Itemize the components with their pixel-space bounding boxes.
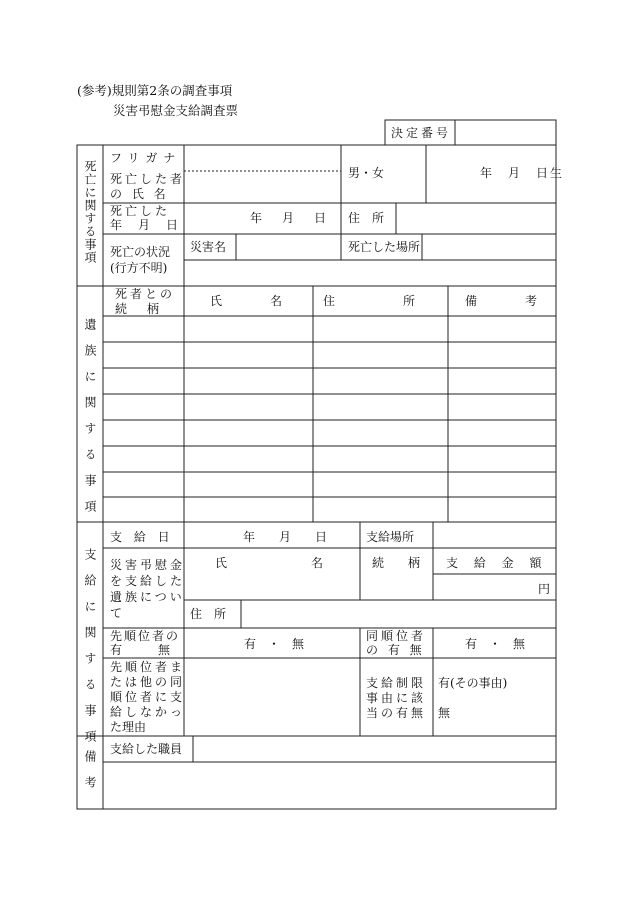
family-remarks-header: 備 考 [465, 294, 546, 308]
reason-label-2: たは他の同 [110, 675, 186, 689]
furigana-field[interactable] [188, 150, 338, 166]
death-status-label-1: 死亡の状況 [110, 245, 171, 259]
prior-label-1: 先順位者の [110, 629, 181, 643]
table-row[interactable] [103, 497, 556, 522]
bereaved-label-1: 災害弔慰金 [110, 558, 186, 572]
decision-number-label: 決定番号 [391, 126, 452, 140]
staff-label: 支給した職員 [110, 742, 183, 756]
death-address-field[interactable] [400, 208, 550, 228]
death-place-label: 死亡した場所 [348, 240, 421, 254]
family-name-header: 氏 名 [210, 294, 291, 308]
prior-label-2: 有 無 [110, 643, 175, 657]
family-address-header: 住 所 [323, 294, 424, 308]
disaster-name-label: 災害名 [190, 240, 227, 254]
disaster-name-field[interactable] [240, 238, 338, 256]
amount-field[interactable] [440, 578, 534, 596]
deceased-name-field[interactable] [188, 176, 338, 198]
relation-header-1: 死者との [115, 287, 176, 301]
recipient-relation-field[interactable] [364, 578, 430, 596]
same-rank-value[interactable]: 有 ・ 無 [465, 637, 526, 651]
recipient-address-label: 住 所 [190, 607, 227, 621]
form-title: 災害弔慰金支給調査票 [113, 103, 239, 118]
recipient-relation-label: 続 柄 [372, 556, 427, 570]
table-row[interactable] [103, 472, 556, 497]
recipient-name-label: 氏 名 [215, 556, 344, 570]
reason-label-1: 先順位者ま [110, 660, 186, 674]
limit-label-2: 事由に該 [366, 691, 427, 705]
reason-field[interactable] [188, 662, 356, 732]
remarks-field[interactable] [107, 766, 552, 804]
table-row[interactable] [103, 446, 556, 472]
limit-no-option[interactable]: 無 [438, 706, 451, 720]
death-status-field[interactable] [188, 264, 552, 282]
reason-label-3: 順位者に支 [110, 690, 186, 704]
pay-place-field[interactable] [437, 527, 552, 545]
pay-date-label: 支 給 日 [110, 530, 174, 544]
prior-value[interactable]: 有 ・ 無 [244, 637, 305, 651]
limit-label-3: 当の有無 [366, 706, 427, 720]
furigana-label: フリガナ [110, 151, 182, 165]
death-date-value[interactable]: 年 月 日 [250, 211, 331, 225]
table-row[interactable] [103, 342, 556, 368]
bereaved-label-2: を支給した [110, 574, 186, 588]
table-row[interactable] [103, 394, 556, 420]
table-row[interactable] [103, 316, 556, 342]
amount-label: 支 給 金 額 [446, 556, 548, 570]
heading-death: 死亡に関する事項 [83, 160, 97, 264]
deceased-name-label-1: 死亡した者 [110, 172, 186, 186]
bereaved-label-4: て [110, 606, 123, 620]
death-date-label-2: 年 月 日 [110, 218, 181, 232]
same-rank-label-2: の 有 無 [366, 643, 425, 657]
reference-note: (参考)規則第2条の調査事項 [77, 83, 233, 98]
relation-header-2: 続 柄 [115, 302, 164, 316]
table-row[interactable] [103, 420, 556, 446]
yen-unit: 円 [538, 582, 551, 596]
deceased-name-label-2: の 氏 名 [110, 187, 169, 201]
death-address-label: 住 所 [348, 211, 385, 225]
death-place-field[interactable] [426, 238, 552, 256]
heading-family: 遺族に関する事項 [83, 318, 97, 526]
reason-label-5: た理由 [110, 720, 147, 734]
birth-date[interactable]: 年 月 日生 [480, 166, 565, 180]
recipient-name-field[interactable] [188, 578, 356, 596]
gender-options[interactable]: 男・女 [348, 166, 385, 180]
recipient-address-field[interactable] [246, 604, 552, 624]
pay-date-value[interactable]: 年 月 日 [243, 530, 334, 544]
bereaved-label-3: 遺族につい [110, 590, 185, 604]
limit-yes-option[interactable]: 有(その事由) [438, 676, 508, 690]
table-row[interactable] [103, 368, 556, 394]
heading-payment: 支給に関する事項 [83, 548, 97, 756]
death-date-label-1: 死亡した [110, 204, 171, 218]
heading-remarks: 備考 [83, 750, 97, 802]
reason-label-4: 給しなかっ [110, 705, 186, 719]
same-rank-label-1: 同順位者 [366, 629, 427, 643]
limit-label-1: 支給制限 [366, 676, 427, 690]
decision-number-field[interactable] [460, 126, 552, 140]
death-status-label-2: (行方不明) [110, 261, 168, 275]
staff-field[interactable] [197, 740, 552, 758]
pay-place-label: 支給場所 [366, 530, 415, 544]
